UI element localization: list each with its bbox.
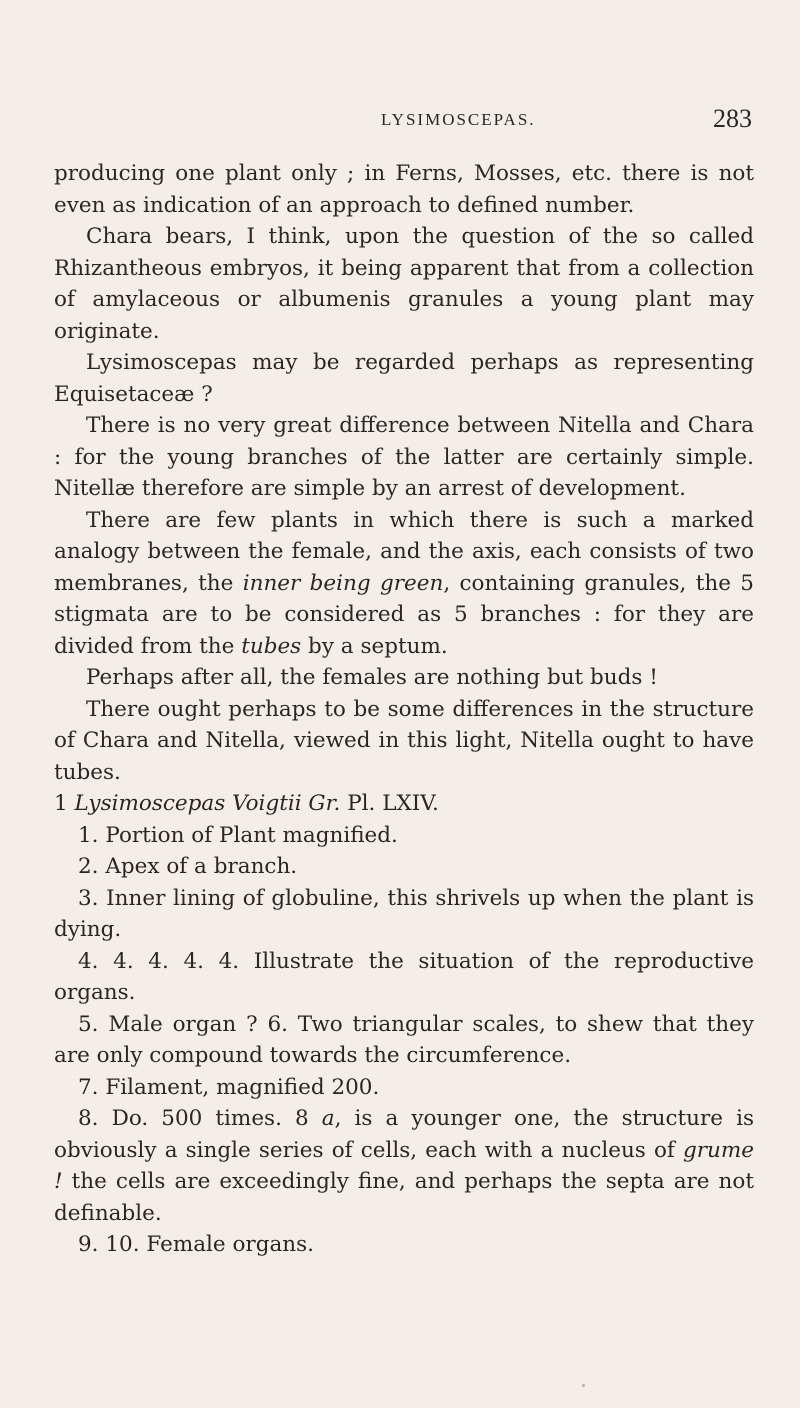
italic-text: grume ! (54, 1137, 754, 1194)
text-run: 8. Do. 500 times. 8 (78, 1106, 322, 1131)
paragraph (54, 505, 754, 663)
figure-caption: 4. 4. 4. 4. 4. Illustrate the situation of the reproductive organs. (54, 948, 754, 1005)
plate-species-name: Lysimoscepas Voigtii Gr. (74, 791, 341, 816)
plate-heading (54, 788, 754, 820)
figure-caption: 1. Portion of Plant magnified. (78, 822, 398, 848)
figure-caption: 7. Filament, magnified 200. (78, 1074, 380, 1100)
text-run: the cells are exceedingly fine, and perhaps the septa are not definable. (54, 1169, 754, 1226)
figure-caption: 5. Male organ ? 6. Two triangular scales, to shew that they are only compound towards the circumference. (54, 1011, 754, 1068)
figure-caption: 9. 10. Female organs. (78, 1232, 314, 1257)
figure-caption: 2. Apex of a branch. (78, 854, 298, 879)
page-number: 283 (713, 104, 752, 133)
text-run: by a septum. (301, 633, 448, 659)
italic-text: a (321, 1106, 335, 1131)
page-header (0, 104, 800, 144)
running-head: LYSIMOSCEPAS. (381, 110, 536, 129)
figure-caption (54, 1103, 754, 1229)
text-run: , containing granules, the 5 stigmata are to be considered as 5 branches : for they are divided from the (54, 570, 754, 659)
plate-reference: Pl. LXIV. (340, 791, 439, 816)
paragraph: producing one plant only ; in Ferns, Mosses, etc. there is not even as indication of an approach to defined number. (54, 161, 754, 218)
plate-number: 1 (54, 791, 68, 816)
paragraph: Chara bears, I think, upon the question of the so called Rhizantheous embryos, it being apparent that from a collection of amylaceous or albumenis granules a young plant may originate. (54, 224, 754, 344)
paragraph: There ought perhaps to be some differences in the structure of Chara and Nitella, viewed in this light, Nitella ought to have tubes. (54, 696, 754, 785)
figure-caption: 3. Inner lining of globuline, this shrivels up when the plant is dying. (54, 885, 754, 942)
paragraph: Lysimoscepas may be regarded perhaps as representing Equisetaceæ ? (54, 350, 754, 407)
italic-text: inner being green (242, 570, 444, 596)
paragraph: Perhaps after all, the females are nothing but buds ! (86, 665, 658, 690)
page-body (54, 158, 754, 1261)
text-run: , is a younger one, the structure is obviously a single series of cells, each with a nucleus of (54, 1106, 754, 1163)
italic-text: tubes (241, 633, 302, 659)
paper-speck (582, 1384, 585, 1387)
paragraph: There is no very great difference between Nitella and Chara : for the young branches of the latter are certainly simple. Nitellæ therefore are simple by an arrest of development. (54, 413, 754, 501)
text-run: There are few plants in which there is such a marked analogy between the female, and the axis, each consists of two membranes, the (54, 507, 754, 596)
